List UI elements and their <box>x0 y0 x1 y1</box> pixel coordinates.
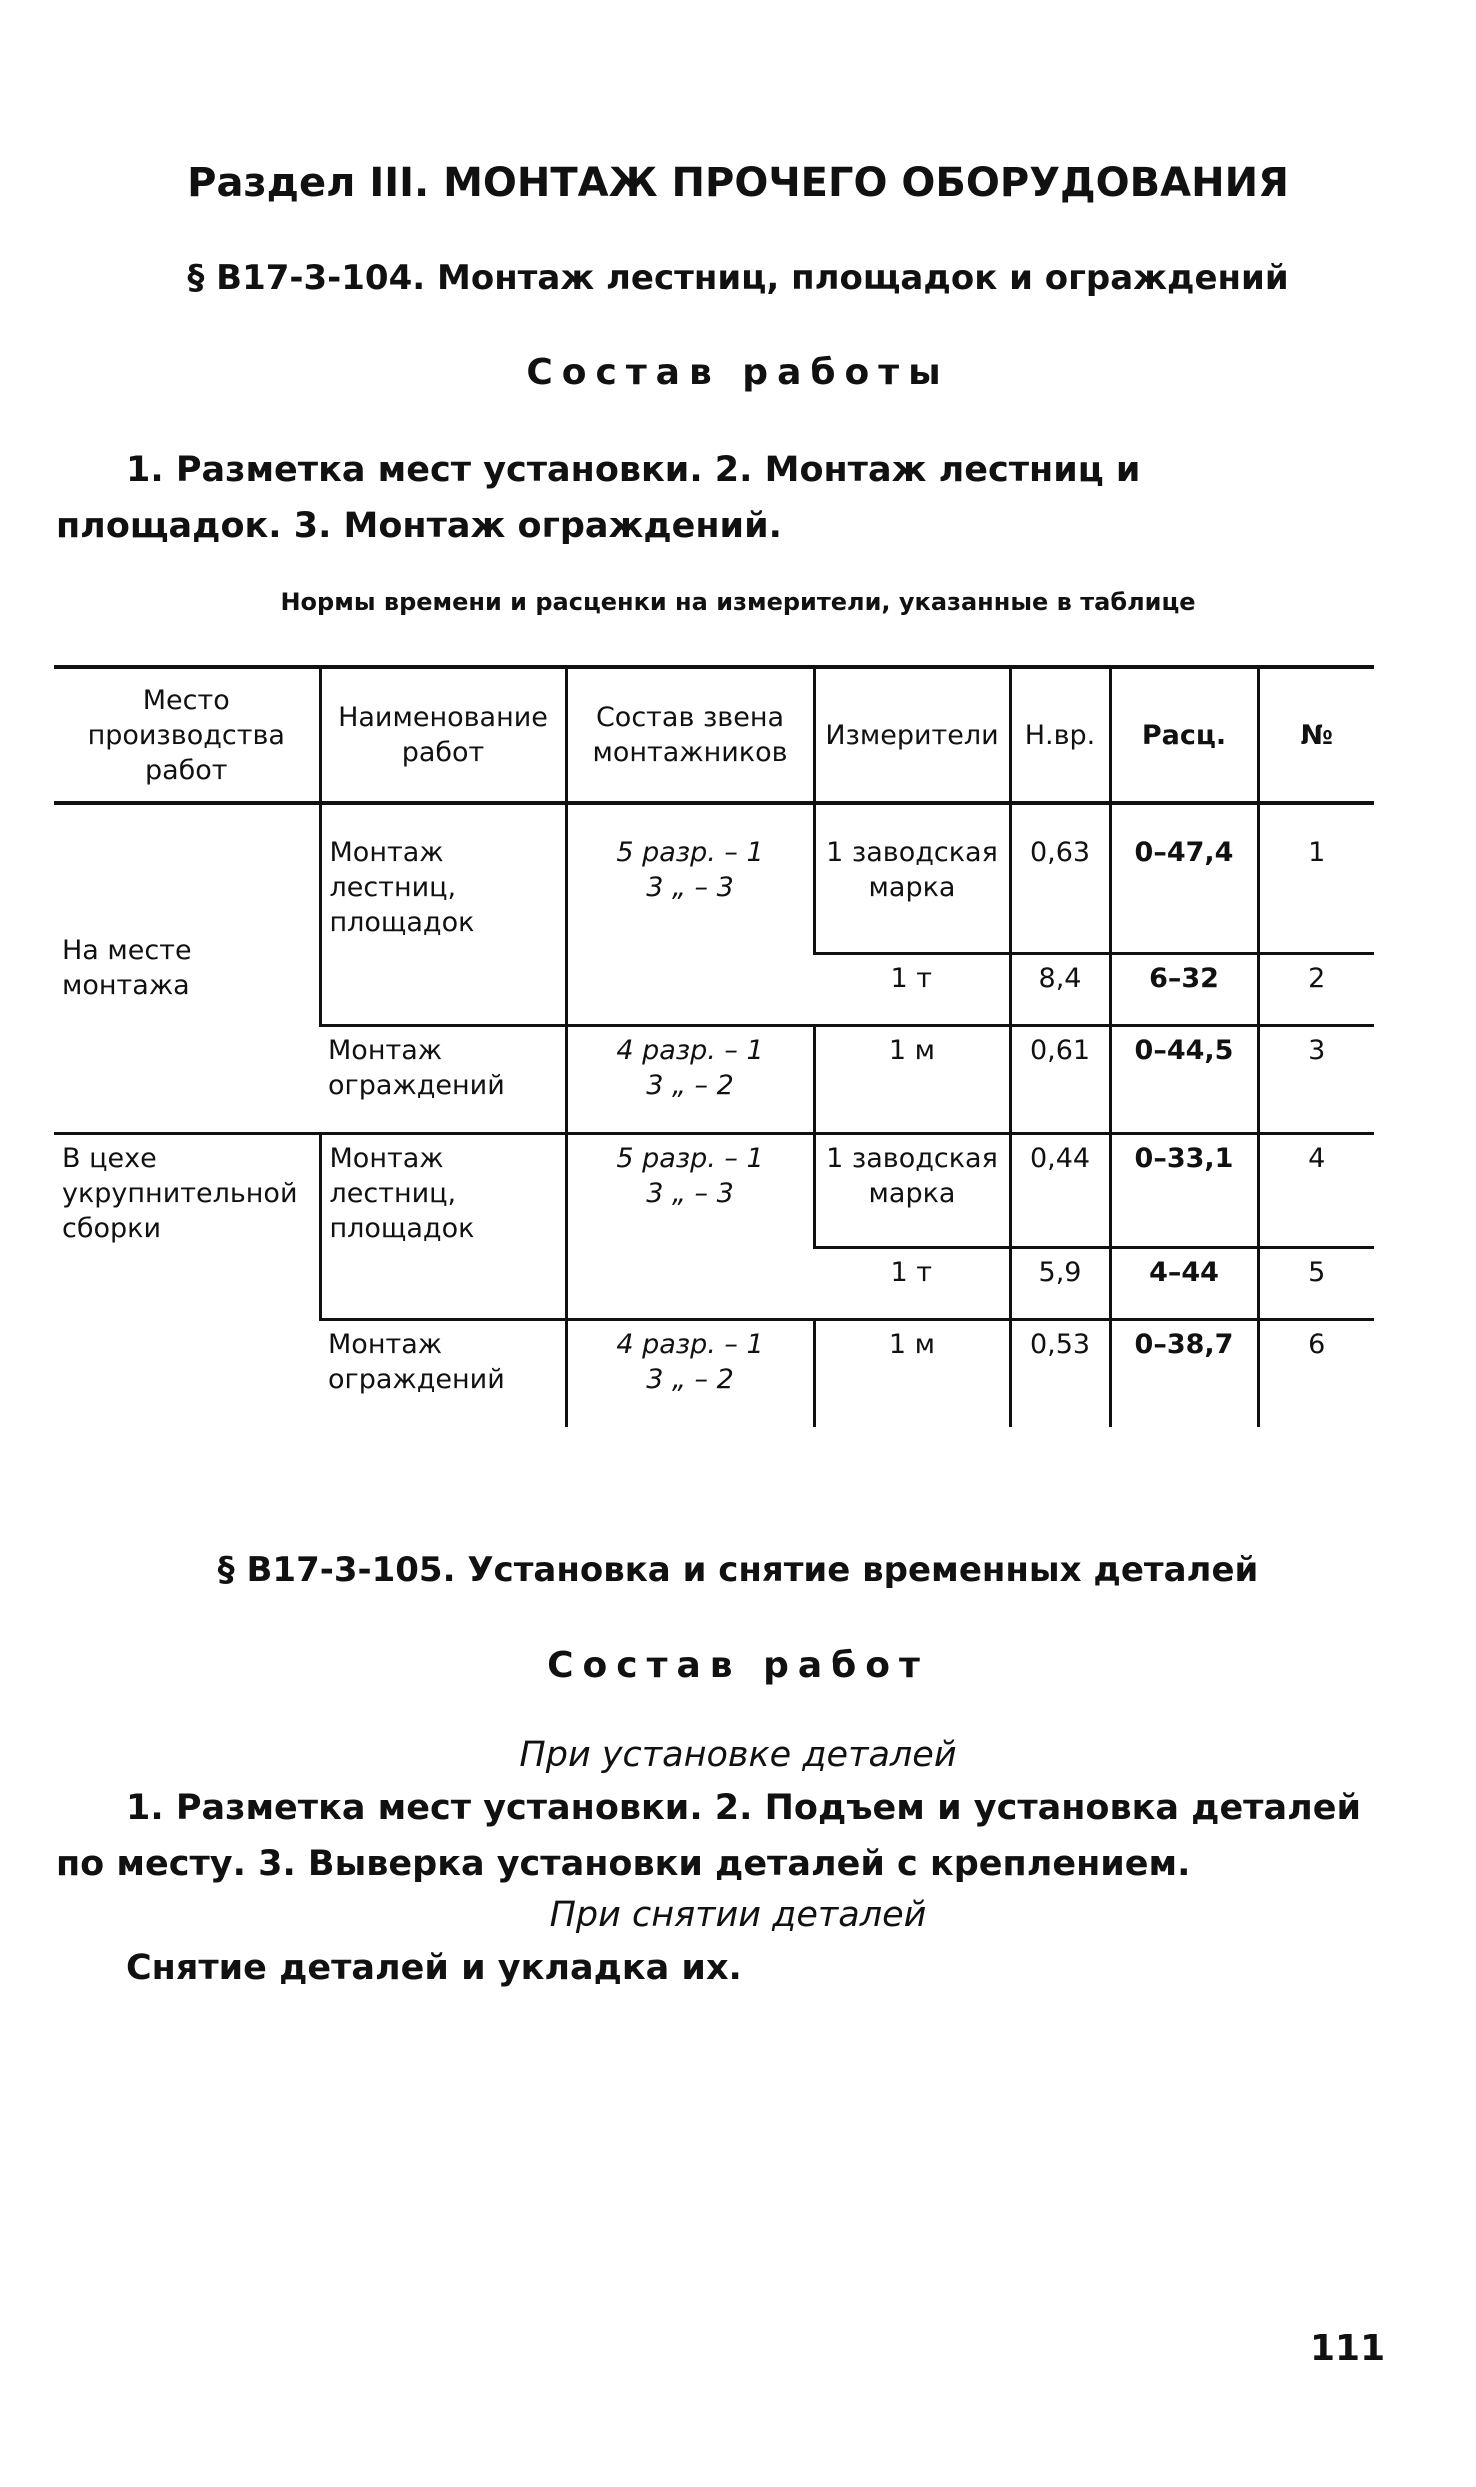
crew-cell: 4 разр. – 1 3 „ – 2 <box>566 1025 814 1133</box>
num-cell: 5 <box>1258 1247 1374 1319</box>
work-composition-heading: Состав работы <box>526 352 950 393</box>
paragraph-104-title: § В17-3-104. Монтаж лестниц, площадок и ограждений <box>187 258 1289 298</box>
place-cell: На месте монтажа <box>62 935 192 1002</box>
header-crew: Состав звена монтажников <box>566 667 814 803</box>
price-cell: 0–38,7 <box>1110 1319 1258 1427</box>
norm-cell: 0,63 <box>1010 803 1110 953</box>
price-cell: 4–44 <box>1110 1247 1258 1319</box>
paragraph-105-title: § В17-3-105. Установка и снятие временных деталей <box>217 1550 1259 1590</box>
work-name-cell: Монтаж ограждений <box>320 1025 566 1133</box>
unit-cell: 1 заводская марка <box>814 1133 1010 1247</box>
price-cell: 0–47,4 <box>1110 803 1258 953</box>
num-cell: 3 <box>1258 1025 1374 1133</box>
header-place: Место производства работ <box>54 667 320 803</box>
table-row <box>54 803 1374 953</box>
unit-cell: 1 м <box>814 1319 1010 1427</box>
work-composition-heading-105: Состав работ <box>547 1645 929 1686</box>
unit-cell: 1 т <box>814 953 1010 1025</box>
unit-cell: 1 т <box>814 1247 1010 1319</box>
norm-cell: 0,53 <box>1010 1319 1110 1427</box>
norm-cell: 0,61 <box>1010 1025 1110 1133</box>
num-cell: 1 <box>1258 803 1374 953</box>
unit-cell: 1 м <box>814 1025 1010 1133</box>
page-number: 111 <box>1310 2328 1386 2369</box>
header-name: Наименование работ <box>320 667 566 803</box>
work-composition-text: 1. Разметка мест установки. 2. Монтаж лестниц и площадок. 3. Монтаж ограждений. <box>56 450 1141 546</box>
removal-subheading: При снятии деталей <box>549 1895 927 1935</box>
unit-cell: 1 заводская марка <box>814 803 1010 953</box>
removal-text: Снятие деталей и укладка их. <box>126 1948 742 1988</box>
place-cell: В цехе укрупнительной сборки <box>54 1133 320 1427</box>
header-unit: Измерители <box>814 667 1010 803</box>
header-norm: Н.вр. <box>1010 667 1110 803</box>
work-name-cell: Монтаж лестниц, площадок <box>320 803 566 1025</box>
work-name-cell: Монтаж лестниц, площадок <box>320 1133 566 1319</box>
price-cell: 0–44,5 <box>1110 1025 1258 1133</box>
install-text: 1. Разметка мест установки. 2. Подъем и установка деталей по месту. 3. Выверка установки деталей с креплением. <box>56 1788 1361 1884</box>
num-cell: 2 <box>1258 953 1374 1025</box>
num-cell: 6 <box>1258 1319 1374 1427</box>
price-cell: 6–32 <box>1110 953 1258 1025</box>
install-subheading: При установке деталей <box>519 1735 957 1775</box>
norm-cell: 5,9 <box>1010 1247 1110 1319</box>
crew-cell: 4 разр. – 1 3 „ – 2 <box>566 1319 814 1427</box>
num-cell: 4 <box>1258 1133 1374 1247</box>
table-caption: Нормы времени и расценки на измерители, указанные в таблице <box>280 588 1196 616</box>
norm-cell: 0,44 <box>1010 1133 1110 1247</box>
table-header-row <box>54 667 1374 803</box>
header-price: Расц. <box>1110 667 1258 803</box>
table-row <box>54 1133 1374 1247</box>
crew-cell: 5 разр. – 1 3 „ – 3 <box>566 1133 814 1319</box>
norm-cell: 8,4 <box>1010 953 1110 1025</box>
norms-table <box>54 665 1374 1427</box>
price-cell: 0–33,1 <box>1110 1133 1258 1247</box>
header-num: № <box>1258 667 1374 803</box>
crew-cell: 5 разр. – 1 3 „ – 3 <box>566 803 814 1025</box>
section-title: Раздел III. МОНТАЖ ПРОЧЕГО ОБОРУДОВАНИЯ <box>187 160 1289 206</box>
work-name-cell: Монтаж ограждений <box>320 1319 566 1427</box>
